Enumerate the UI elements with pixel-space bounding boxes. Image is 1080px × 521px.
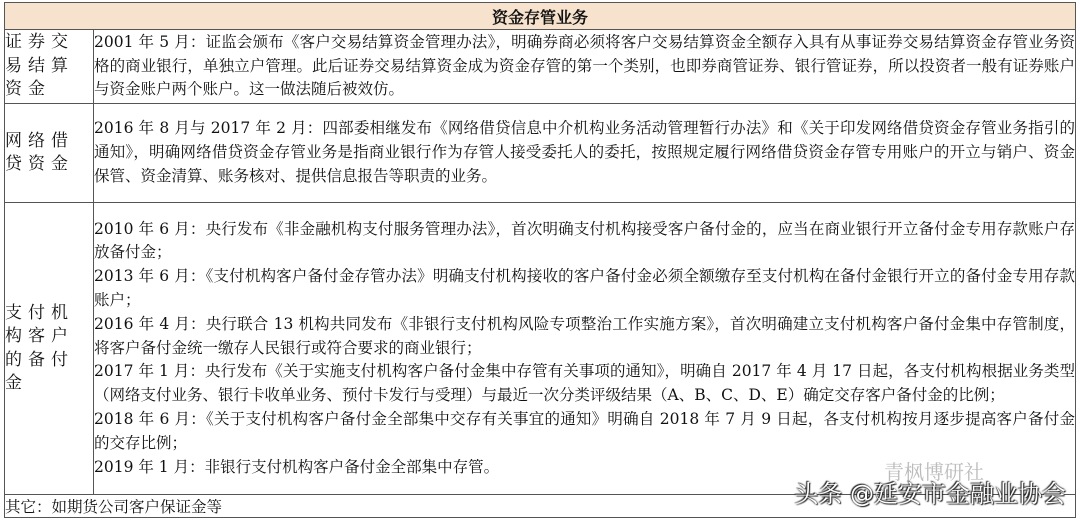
- other-note: 其它：如期货公司客户保证金等: [5, 495, 1076, 518]
- content-line: 2001 年 5 月：证监会颁布《客户交易结算资金管理办法》，明确券商必须将客户交易结算资金全额存入具有从事证券交易结算资金存管业务资格的商业银行，单独立户管理。此后证券交易结算资金成为资金存管的第一个类别，也即券商管证券、银行管证券，所以投资者一般有证券账户与资金账户两个账户。这一做法随后被效仿。: [94, 32, 1075, 99]
- content-line: 2016 年 8 月与 2017 年 2 月：四部委相继发布《网络借贷信息中介机构业务活动管理暂行办法》和《关于印发网络借贷资金存管业务指引的通知》，明确网络借贷资金存管业务是指商业银行作为存管人接受委托人的委托，按照规定履行网络借贷资金存管专用账户的开立与销户、资金保管、资金清算、账务核对、提供信息报告等职责的业务。: [94, 119, 1075, 185]
- wechat-watermark: 青枫博研社: [884, 460, 984, 484]
- content-cell: [94, 203, 1076, 495]
- table-header-row: [5, 3, 1076, 30]
- content-line: 2018 年 6 月：《关于支付机构客户备付金全部集中交存有关事宜的通知》明确自 2018 年 7 月 9 日起，各支付机构按月逐步提高客户备付金的交存比例；: [94, 409, 1075, 452]
- table-row: [5, 104, 1076, 203]
- content-cell: [94, 30, 1076, 104]
- deposit-business-table: [4, 2, 1076, 518]
- table-row: [5, 203, 1076, 495]
- content-line: 2019 年 1 月：非银行支付机构客户备付金全部集中存管。: [94, 457, 500, 476]
- category-cell: 证券交易结算资金: [5, 30, 94, 104]
- table-title: 资金存管业务: [5, 3, 1076, 30]
- content-line: 2017 年 1 月：央行发布《关于实施支付机构客户备付金集中存管有关事项的通知》，明确自 2017 年 4 月 17 日起，各支付机构根据业务类型（网络支付业务、银行卡收单业务、预付卡发行与受理）与最近一次分类评级结果（A、B、C、D、E）确定交存客户备付金的比例；: [94, 362, 1075, 405]
- content-line: 2013 年 6 月：《支付机构客户备付金存管办法》明确支付机构接收的客户备付金必须全额缴存至支付机构在备付金银行开立的备付金专用存款账户；: [94, 267, 1075, 309]
- content-line: 2016 年 4 月：央行联合 13 机构共同发布《非银行支付机构风险专项整治工作实施方案》，首次明确建立支付机构客户备付金集中存管制度，将客户备付金统一缴存人民银行或符合要求的商业银行；: [94, 314, 1075, 357]
- content-cell: [94, 104, 1076, 203]
- content-line: 2010 年 6 月：央行发布《非金融机构支付服务管理办法》，首次明确支付机构接受客户备付金的，应当在商业银行开立备付金专用存款账户存放备付金；: [94, 219, 1075, 262]
- toutiao-watermark: 头条 @延安市金融业协会: [794, 480, 1066, 508]
- category-cell: 网络借贷资金: [5, 104, 94, 203]
- table-row: [5, 30, 1076, 104]
- category-cell: 支付机构客户的备付金: [5, 203, 94, 495]
